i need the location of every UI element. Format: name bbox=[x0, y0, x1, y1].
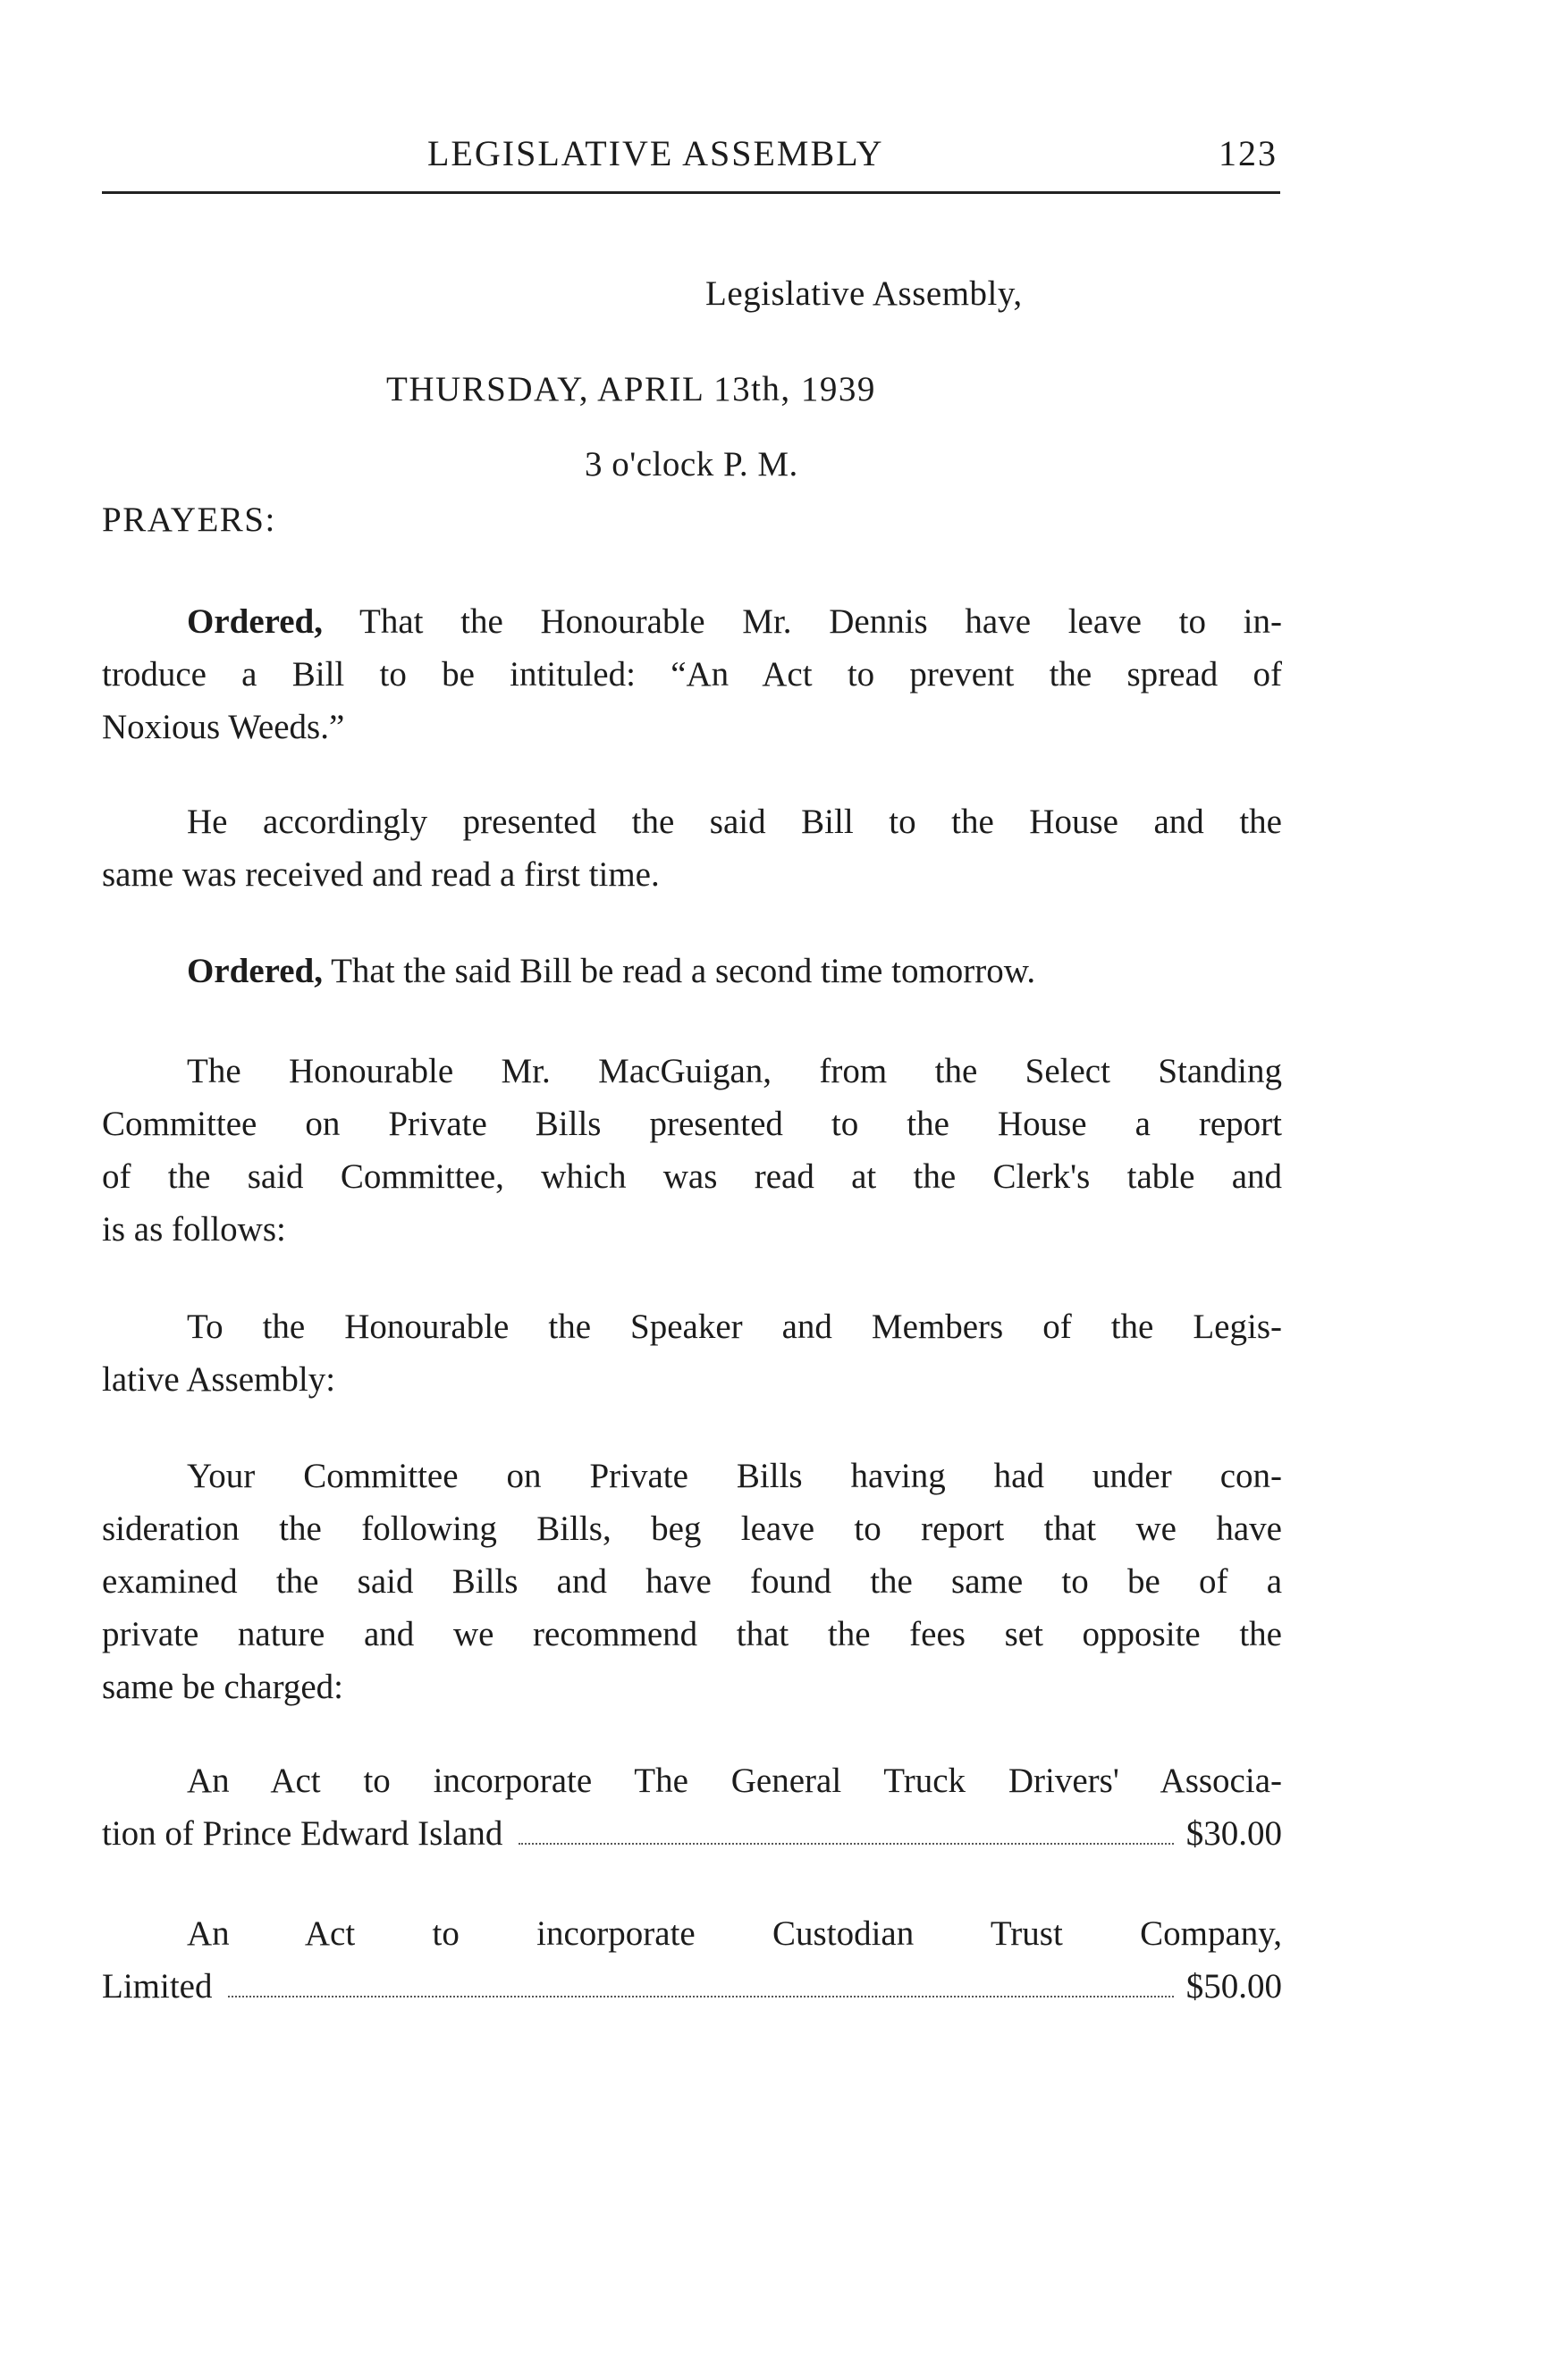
paragraph-line: Noxious Weeds.” bbox=[102, 708, 345, 746]
assembly-name: Legislative Assembly, bbox=[705, 274, 1023, 313]
paragraph-line: Your Committee on Private Bills having had under con- bbox=[187, 1457, 1282, 1495]
first-reading-paragraph bbox=[102, 795, 1282, 901]
fee-item-title-end: tion of Prince Edward Island bbox=[102, 1814, 503, 1853]
fee-amount: $50.00 bbox=[1185, 1967, 1282, 2006]
fee-item-title-end: Limited bbox=[102, 1967, 213, 2006]
fee-item-title: An Act to incorporate Custodian Trust Company, bbox=[187, 1914, 1282, 1953]
fee-item-row bbox=[102, 1960, 1282, 2013]
paragraph-line: To the Honourable the Speaker and Members of the Legis- bbox=[187, 1308, 1282, 1346]
page-number: 123 bbox=[1219, 133, 1278, 173]
paragraph-line: sideration the following Bills, beg leave to report that we have bbox=[102, 1510, 1282, 1548]
paragraph-line: same was received and read a first time. bbox=[102, 855, 660, 894]
report-body-paragraph bbox=[102, 1450, 1282, 1713]
fee-item-title: An Act to incorporate The General Truck Drivers' Associa- bbox=[187, 1762, 1282, 1800]
ordered-label: Ordered, bbox=[187, 952, 324, 990]
paragraph-line: Committee on Private Bills presented to the House a report bbox=[102, 1105, 1282, 1143]
fee-item-row bbox=[102, 1807, 1282, 1860]
dot-leader bbox=[228, 1995, 1173, 1997]
prayers-heading: PRAYERS: bbox=[102, 500, 276, 539]
fee-amount: $30.00 bbox=[1185, 1814, 1282, 1853]
paragraph-line: The Honourable Mr. MacGuigan, from the Select Standing bbox=[187, 1052, 1282, 1090]
paragraph-line: He accordingly presented the said Bill to the House and the bbox=[187, 803, 1282, 841]
dot-leader bbox=[519, 1842, 1173, 1845]
second-reading-order-paragraph bbox=[102, 945, 1282, 997]
paragraph-line: private nature and we recommend that the fees set opposite the bbox=[102, 1615, 1282, 1653]
order-leave-bill-paragraph bbox=[102, 595, 1282, 753]
sitting-time: 3 o'clock P. M. bbox=[585, 445, 798, 484]
ordered-label: Ordered, bbox=[187, 602, 324, 641]
committee-report-paragraph bbox=[102, 1045, 1282, 1256]
paragraph-line: Ordered, That the Honourable Mr. Dennis have leave to in- bbox=[187, 602, 1283, 641]
paragraph-line: same be charged: bbox=[102, 1668, 343, 1706]
sitting-date: THURSDAY, APRIL 13th, 1939 bbox=[386, 370, 876, 408]
paragraph-line: examined the said Bills and have found the same to be of a bbox=[102, 1562, 1282, 1601]
paragraph-line: lative Assembly: bbox=[102, 1360, 336, 1399]
paragraph-line: of the said Committee, which was read at the Clerk's table and bbox=[102, 1157, 1282, 1196]
header-rule bbox=[102, 191, 1280, 194]
report-address-paragraph bbox=[102, 1300, 1282, 1406]
running-header-title: LEGISLATIVE ASSEMBLY bbox=[427, 133, 884, 173]
paragraph-line: troduce a Bill to be intituled: “An Act to prevent the spread of bbox=[102, 655, 1282, 694]
paragraph-line: Ordered, That the said Bill be read a second time tomorrow. bbox=[187, 952, 1036, 990]
paragraph-line: is as follows: bbox=[102, 1210, 286, 1249]
